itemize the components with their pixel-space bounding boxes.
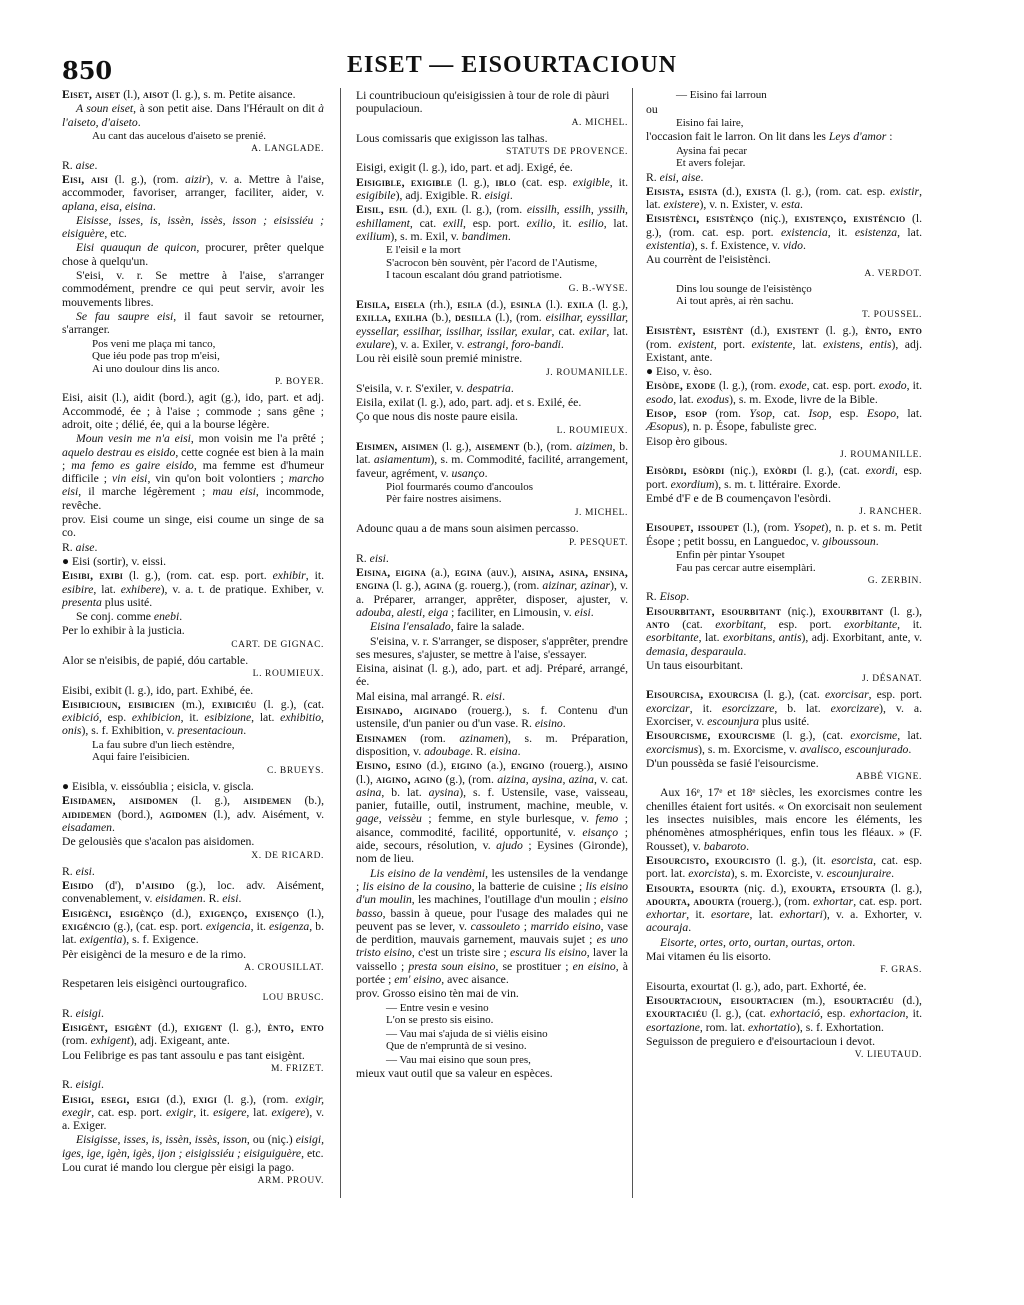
- dictionary-entry: Eisinado, aiginado (rouerg.), s. f. Contenu d'un ustensile, d'un panier ou d'un vase. R. eisino.: [356, 704, 628, 731]
- dictionary-entry: Eisourbitant, esourbitant (niç.), exourbitant (l. g.), anto (cat. exorbitant, esp. port. exorbitante, it. esorbitante, lat. exorbitans, antis), adj. Exorbitant, ante, v. demasia, desparaula.: [646, 604, 923, 658]
- dictionary-entry: Eisinamen (rom. azinamen), s. m. Préparation, disposition, v. adoubage. R. eisina.: [356, 731, 629, 758]
- dictionary-entry: R. aise.: [62, 158, 98, 172]
- example-quotation: Au courrènt de l'eisistènci.: [646, 253, 771, 267]
- dictionary-entry: Eisina, aisinat (l. g.), ado, part. et adj. Préparé, arrangé, ée.: [356, 662, 628, 689]
- dictionary-entry: Eisibi, exibit (l. g.), ido, part. Exhibé, ée.: [62, 683, 254, 697]
- example-quotation: Embé d'F e de B coumençavon l'esòrdi.: [646, 491, 831, 505]
- dictionary-entry: Eisila, eisela (rh.), esila (d.), esinla (l.). exila (l. g.), exilla, exilha (b.), desilla (l.), (rom. eisilhar, eyssillar, eyssellar, essilhar, issilhar, issilar, exular, cat. exilar, lat. exulare), v. a. Exiler, v. estrangi, foro-bandi.: [356, 298, 629, 351]
- citation-author: C. BRUEYS.: [267, 765, 324, 776]
- dictionary-entry: Eisimen, aisimen (l. g.), aisement (b.), (rom. aizimen, b. lat. asiamentum), s. m. Commodité, facilité, arrangement, faveur, agrément, v. usanço.: [356, 440, 629, 480]
- verse-quotation: Dins lou sounge de l'eisistènço Ai tout après, ai rèn sachu.: [676, 282, 812, 308]
- dictionary-entry: Eisibi, exibi (l. g.), (rom. cat. esp. port. exhibir, it. esibire, lat. exhibere), v. a. t. de pratique. Exhiber, v. presenta plus usité.: [62, 569, 324, 609]
- citation-author: V. LIEUTAUD.: [854, 1050, 922, 1061]
- dictionary-entry: Eisòde, exode (l. g.), (rom. exode, cat. esp. port. exodo, it. esodo, lat. exodus), s. m. Exode, livre de la Bible.: [646, 379, 923, 406]
- dictionary-entry: Eisorte, ortes, orto, ourtan, ourtas, orton.: [660, 935, 856, 949]
- example-quotation: mieux vaut outil que sa valeur en espèces.: [356, 1067, 553, 1081]
- dictionary-entry: l'occasion fait le larron. On lit dans les Leys d'amor :: [646, 130, 893, 144]
- dictionary-entry: prov. Eisi coume un singe, eisi coume un singe de sa co.: [62, 513, 324, 540]
- dictionary-entry: Eisibicioun, eisibicien (m.), exibiciéu (l. g.), (cat. exibició, esp. exhibicion, it. esibizione, lat. exhibitio, onis), s. f. Exhibition, v. presentacioun.: [62, 697, 325, 738]
- dictionary-entry: ou: [646, 102, 658, 116]
- dictionary-entry: Eiset, aiset (l.), aisot (l. g.), s. m. Petite aisance.: [62, 88, 296, 101]
- column-3: [646, 88, 922, 1064]
- example-quotation: Lou curat ié mando lou clergue pèr eisigi la pago.: [62, 1161, 295, 1175]
- example-quotation: Lou rèi eisilè soun premié ministre.: [356, 352, 523, 366]
- dictionary-entry: Eisourcisa, exourcisa (l. g.), (cat. exorcisar, esp. port. exorcizar, it. esorcizzare, b. lat. exorcizare), v. a. Exorciser, v. escounjura plus usité.: [646, 688, 923, 728]
- column-1: [62, 88, 324, 1191]
- dictionary-entry: Eisi, aisi (l. g.), (rom. aizir), v. a. Mettre à l'aise, accommoder, favoriser, arranger, faciliter, aider, v. aplana, eisa, eisina.: [62, 172, 324, 213]
- citation-author: P. PESQUET.: [569, 537, 628, 548]
- citation-author: G. ZERBIN.: [867, 576, 922, 587]
- verse-quotation: Aysina fai pecar Et avers folejar.: [676, 144, 748, 170]
- dictionary-entry: Eisil, esil (d.), exil (l. g.), (rom. eissilh, essilh, yssilh, eshillament, cat. exill, esp. port. exilio, it. esilio, lat. exilium), s. m. Exil, v. bandimen.: [356, 203, 629, 243]
- verse-quotation: Au cant das aucelous d'aiseto se prenié.: [92, 129, 266, 142]
- dictionary-entry: Se conj. comme enebi.: [76, 610, 183, 624]
- dictionary-entry: Lis eisino de la vendèmi, les ustensiles de la vendange ; lis eisino de la cousino, la batterie de cuisine ; lis eisino d'un moulin, les machines, l'outillage d'un moulin ; eisino basso, bassin à queue, pour l'usage des malades qui ne peuvent pas se lever, v. cassouleto ; marrido eisino, vase de perdition, mauvais garnement, mauvais sujet ; es uno tristo eisino, c'est un triste sire ; escura lis eisino, laver la vaissello ; presta soun eisino, se prostituer ; en eisino, à portée ; em' eisino, avec aisance.: [356, 866, 629, 987]
- example-quotation: Mai vitamen éu lis eisorto.: [646, 950, 771, 964]
- example-quotation: Per lo exhibir à la justicia.: [62, 624, 185, 638]
- dictionary-entry: Eisigi, exigit (l. g.), ido, part. et adj. Exigé, ée.: [356, 161, 573, 175]
- dictionary-entry: Eisourcisme, exourcisme (l. g.), (cat. exorcisme, lat. exorcismus), s. m. Exorcisme, v. avalisco, escounjurado.: [646, 729, 922, 756]
- citation-author: J. ROUMANILLE.: [839, 449, 922, 460]
- dictionary-entry: Eisigènt, esigènt (d.), exigent (l. g.), ènto, ento (rom. exhigent), adj. Exigeant, ante.: [62, 1021, 324, 1048]
- dictionary-entry: Eisi quauqun de quicon, procurer, prêter quelque chose à quelqu'un.: [62, 241, 324, 268]
- citation-author: L. ROUMIEUX.: [252, 669, 324, 680]
- example-quotation: Alor se n'eisibis, de papié, dóu cartable.: [62, 653, 249, 667]
- citation-author: ABBÉ VIGNE.: [855, 772, 922, 783]
- dictionary-entry: Eisop, esop (rom. Ysop, cat. Isop, esp. Esopo, lat. Æsopus), n. p. Ésope, fabuliste grec.: [646, 407, 923, 434]
- dictionary-entry: Eisòrdi, esòrdi (niç.), exòrdi (l. g.), (cat. exordi, esp. port. exordium), s. m. t. littéraire. Exorde.: [646, 464, 922, 491]
- citation-author: J. RANCHER.: [859, 507, 922, 518]
- citation-author: STATUTS DE PROVENCE.: [506, 147, 628, 158]
- verse-quotation: — Entre vesin e vesino L'on se presto sis eisino.: [386, 1001, 494, 1027]
- verse-quotation: — Vau mai s'ajuda de si vièlis eisino Que de n'empruntà de si vesino.: [386, 1027, 548, 1053]
- column-2: [356, 88, 628, 1081]
- citation-author: A. CROUSILLAT.: [244, 962, 324, 973]
- dictionary-entry: Eisido (d'), d'aisido (g.), loc. adv. Aisément, convenablement, v. eisidamen. R. eisi.: [62, 879, 325, 906]
- verse-quotation: Pos veni me plaça mi tanco, Que iéu pode pas trop m'eisi, Ai uno doulour dins lis anco.: [92, 337, 220, 375]
- dictionary-entry: A soun eiset, à son petit aise. Dans l'Hérault on dit à l'aiseto, d'aiseto.: [62, 102, 324, 129]
- citation-author: T. POUSSEL.: [861, 309, 922, 320]
- example-quotation: Ço que nous dis noste paure eisila.: [356, 410, 518, 424]
- dictionary-entry: Eisina, eigina (a.), egina (auv.), aisina, asina, ensina, engina (l. g.), agina (g. rouerg.), (rom. aizinar, azinar), v. a. Préparer, arranger, apprêter, disposer, ajuster, v. adouba, alesti, eiga ; faciliter, en Limousin, v. eisi.: [356, 566, 629, 619]
- column-rule-right: [632, 88, 633, 1198]
- citation-author: A. LANGLADE.: [251, 144, 324, 155]
- example-quotation: D'un poussèda se fasié l'eisourcisme.: [646, 756, 819, 770]
- verse-quotation: Eisino fai laire,: [676, 116, 744, 129]
- citation-author: G. B.-WYSE.: [568, 283, 628, 294]
- example-quotation: Lou Felibrige es pas tant assoulu e pas tant eisigènt.: [62, 1048, 305, 1062]
- dictionary-entry: Eisigènci, esigènço (d.), exigenço, exisenço (l.), exigéncio (g.), (cat. esp. port. exigencia, it. esigenza, b. lat. exigentia), s. f. Exigence.: [62, 906, 325, 947]
- dictionary-entry: ● Eiso, v. èso.: [646, 365, 713, 379]
- dictionary-entry: S'eisila, v. r. S'exiler, v. despatria.: [356, 381, 514, 395]
- example-quotation: Adounc quau a de mans soun aisimen percasso.: [356, 522, 579, 536]
- citation-author: J. DÉSANAT.: [862, 674, 922, 685]
- dictionary-entry: Eisina l'ensalado, faire la salade.: [370, 620, 525, 634]
- dictionary-entry: Eisourta, esourta (niç. d.), exourta, etsourta (l. g.), adourta, adourta (rouerg.), (rom. exhortar, cat. esp. port. exhortar, it. esortare, lat. exhortari), v. a. Exhorter, v. acouraja.: [646, 881, 923, 935]
- page-number: 850: [62, 56, 113, 85]
- citation-author: F. GRAS.: [880, 965, 922, 976]
- dictionary-entry: Aux 16ᵉ, 17ᵉ et 18ᵉ siècles, les exorcismes contre les chenilles étaient fort usités. « On exorcisait non seulement les insectes nuisibles, mais encore les éléments, les phénomènes atmosphériques, enfin tous les fléaux. » (F. Rousset), v. babaroto.: [646, 786, 922, 853]
- dictionary-entry: Eisisse, isses, is, issèn, issès, isson ; eisissiéu ; eisiguère, etc.: [62, 213, 324, 241]
- dictionary-entry: S'eisi, v. r. Se mettre à l'aise, s'arranger commodément, prendre ce qui peut servir, avoir les mouvements libres.: [62, 269, 324, 309]
- verse-quotation: E l'eisil e la mort S'acrocon bèn souvènt, pèr l'acord de l'Autisme, I tacoun escalant dóu grand patriotisme.: [386, 244, 598, 282]
- dictionary-entry: R. eisigi.: [62, 1006, 104, 1020]
- citation-author: L. ROUMIEUX.: [556, 425, 628, 436]
- dictionary-entry: Eisi, aisit (l.), aidit (bord.), agit (g.), ido, part. et adj. Accommodé, ée ; à l'aise ; commode ; sans gêne ; adroit, oite ; délié, ée, qui a la bourse légère.: [62, 391, 324, 431]
- example-quotation: Eisop èro gibous.: [646, 434, 728, 448]
- dictionary-entry: R. eisi.: [62, 864, 95, 878]
- verse-quotation: Piol fourmarés coumo d'ancoulos Pèr faire nostres aisimens.: [386, 480, 534, 506]
- citation-author: J. ROUMANILLE.: [545, 367, 628, 378]
- citation-author: J. MICHEL.: [574, 507, 628, 518]
- example-quotation: Seguisson de preguiero e d'eisourtacioun i devot.: [646, 1034, 875, 1048]
- dictionary-entry: R. eisigi.: [62, 1078, 104, 1092]
- dictionary-entry: R. eisi, aise.: [646, 170, 704, 184]
- dictionary-entry: Eisigisse, isses, is, issèn, issès, isson, ou (niç.) eisigi, iges, ige, igèn, igès, ijon ; eisigissiéu ; eisiguiguère, etc.: [62, 1133, 324, 1160]
- verse-quotation: — Vau mai eisino que soun pres,: [386, 1053, 531, 1066]
- dictionary-entry: Eisourtacioun, eisourtacien (m.), esourtaciéu (d.), exourtaciéu (l. g.), (cat. exhortació, esp. exhortacion, it. esortazione, rom. lat. exhortatio), s. f. Exhortation.: [646, 993, 922, 1034]
- dictionary-entry: ● Eisibla, v. eissóublia ; eisicla, v. giscla.: [62, 780, 254, 794]
- example-quotation: Mal eisina, mal arrangé. R. eisi.: [356, 689, 505, 703]
- dictionary-entry: Moun vesin me n'a eisi, mon voisin me l'a prêté ; aquelo destrau es eisido, cette cognée est bien à la main ; ma femo es gaire eisido, ma femme est d'humeur difficile ; vin eisi, vin qu'on boit volontiers ; marcho eisi, il marche légèrement ; mau eisi, incommode, revêche.: [62, 432, 325, 512]
- dictionary-entry: Eisistènci, esistènço (niç.), existenço, existéncio (l. g.), (rom. cat. esp. port. existencia, it. esistenza, lat. existentia), s. f. Existence, v. vido.: [646, 212, 923, 253]
- dictionary-entry: Eisigible, exigible (l. g.), iblo (cat. esp. exigible, it. esigibile), adj. Exigible. R. eisigi.: [356, 175, 629, 203]
- example-quotation: Un taus eisourbitant.: [646, 658, 744, 672]
- dictionary-entry: prov. Grosso eisino tèn mai de vin.: [356, 987, 519, 1001]
- citation-author: A. VERDOT.: [864, 268, 922, 279]
- verse-quotation: La fau subre d'un liech estèndre, Aqui faire l'eisibicien.: [92, 738, 235, 764]
- verse-quotation: Enfin pèr pintar Ysoupet Fau pas cercar autre eisemplàri.: [676, 549, 816, 574]
- example-quotation: Respetaren leis eisigènci ourtougrafico.: [62, 977, 247, 991]
- dictionary-entry: S'eisina, v. r. S'arranger, se disposer, s'apprêter, prendre ses mesures, s'ajuster, se mettre à l'aise, s'essayer.: [356, 634, 628, 661]
- example-quotation: Lous comissaris que exigisson las talhas.: [356, 131, 548, 145]
- dictionary-entry: Se fau saupre eisi, il faut savoir se retourner, s'arranger.: [62, 309, 324, 337]
- dictionary-entry: Eisistènt, esistènt (d.), existent (l. g.), ènto, ento (rom. existent, port. existente, lat. existens, entis), adj. Existant, ante.: [646, 324, 923, 364]
- dictionary-entry: Eisoupet, issoupet (l.), (rom. Ysopet), n. p. et s. m. Petit Ésope ; petit bossu, en Languedoc, v. giboussoun.: [646, 521, 922, 548]
- citation-author: M. FRIZET.: [270, 1064, 324, 1074]
- example-quotation: Li countribucioun qu'eisigissien à tour de role di pàuri poupulacioun.: [356, 89, 610, 116]
- example-quotation: De gelousiès que s'acalon pas aisidomen.: [62, 835, 255, 849]
- dictionary-entry: Eisista, esista (d.), exista (l. g.), (rom. cat. esp. existir, lat. existere), v. n. Exister, v. esta.: [646, 184, 922, 212]
- dictionary-entry: ● Eisi (sortir), v. eissi.: [62, 554, 167, 568]
- dictionary-entry: Eisourcisto, exourcisto (l. g.), (it. esorcista, cat. esp. port. lat. exorcista), s. m. Exorciste, v. escounjuraire.: [646, 853, 923, 881]
- dictionary-entry: R. eisi.: [356, 551, 389, 565]
- citation-author: X. DE RICARD.: [251, 850, 324, 861]
- dictionary-entry: R. Eisop.: [646, 590, 690, 604]
- example-quotation: Pèr eisigènci de la mesuro e de la rimo.: [62, 947, 247, 961]
- dictionary-entry: Eisila, exilat (l. g.), ado, part. adj. et s. Exilé, ée.: [356, 396, 582, 410]
- citation-author: A. MICHEL.: [571, 117, 628, 128]
- dictionary-entry: Eisigi, esegi, esigi (d.), exigi (l. g.), (rom. exigir, exegir, cat. esp. port. exigir, it. esigere, lat. exigere), v. a. Exiger.: [62, 1092, 324, 1133]
- dictionary-entry: Eisidamen, aisidomen (l. g.), aisidemen (b.), aididemen (bord.), agidomen (l.), adv. Aisément, v. eisadamen.: [62, 794, 324, 834]
- dictionary-entry: R. aise.: [62, 540, 98, 554]
- dictionary-entry: Eisourta, exourtat (l. g.), ado, part. Exhorté, ée.: [646, 979, 867, 993]
- verse-quotation: — Eisino fai larroun: [676, 89, 767, 101]
- citation-author: LOU BRUSC.: [262, 992, 324, 1003]
- citation-author: CART. DE GIGNAC.: [231, 639, 324, 650]
- citation-author: P. BOYER.: [275, 377, 324, 388]
- citation-author: ARM. PROUV.: [257, 1176, 324, 1187]
- running-head: EISET — EISOURTACIOUN: [346, 52, 678, 78]
- dictionary-entry: Eisino, esino (d.), eigino (a.), engino (rouerg.), aisino (l.), aigino, agino (g.), (rom. aizina, aysina, azina, v. cat. asina, b. lat. aysina), s. f. Ustensile, vase, vaisseau, panier, futaille, outil, instrument, machine, meuble, v. gage, veissèu ; femme, en style burlesque, v. femo ; aisance, commodité, facilité, opportunité, v. eisanço ; aide, secours, résolution, v. ajudo ; Eysines (Gironde), nom de lieu.: [356, 759, 629, 866]
- column-rule-left: [340, 88, 341, 1198]
